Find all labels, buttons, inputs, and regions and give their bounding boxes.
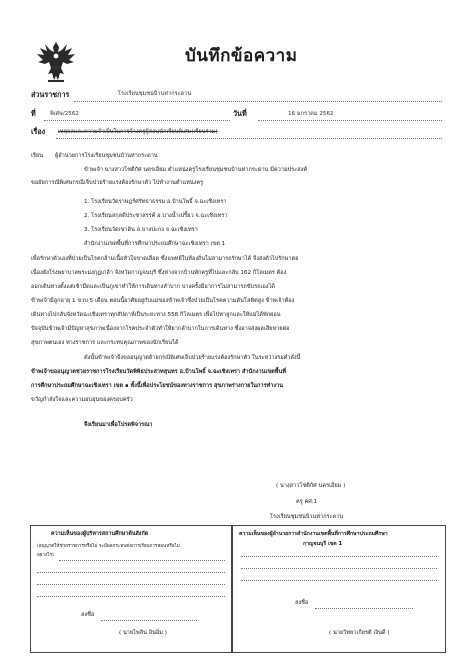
principal-name: ( นายไพลิน อินอิ่ม ) bbox=[119, 630, 167, 636]
opinion-line bbox=[37, 596, 225, 597]
signature-position: ครู คศ.1 bbox=[296, 499, 318, 505]
opinion-line bbox=[37, 584, 225, 585]
paragraph-2-line-6: ปัจจุบันข้าพเจ้ามีปัญหาสุขภาพเนื่องจากโรคประจำตัวทำให้ยากลำบากในการเดินทาง ซึ่งอาจส่งผลเสียหายต่อ bbox=[31, 326, 290, 332]
principal-sign-label: ลงชื่อ bbox=[81, 612, 95, 618]
paragraph-2-line-4: ข้าพเจ้ามีลูกอายุ 1 ขวบ 5 เดือน ตอนนี้อาศัยอยู่กับแม่ของข้าพเจ้าซึ่งป่วยเป็นโรคความดันโลหิตสูง ข้าพเจ้าต้อง bbox=[31, 298, 295, 304]
agency-underline bbox=[74, 101, 442, 102]
paragraph-3-line-3: การศึกษาประถมศึกษาฉะเชิงเทรา เขต ๑ ทั้งนี้เพื่อประโยชน์ของทางราชการ สุขภาพร่างกายในการทำงาน bbox=[31, 383, 284, 389]
salutation-to: ผู้อำนวยการโรงเรียนชุมชนบ้านท่ากระดาน bbox=[55, 153, 158, 159]
opinion-line bbox=[241, 580, 437, 581]
director-opinion-box bbox=[232, 525, 446, 653]
subject-label: เรื่อง bbox=[31, 127, 46, 136]
paragraph-2-line-2: เนื่องยังโรงพยาบาลพระมงกุฏเกล้า จังหวัดกาญจนบุรี ซึ่งห่างจากบ้านพักครูที่ไปและกลับ 162 กิโลเมตร ต้อง bbox=[31, 270, 287, 276]
list-item-1: 1. โรงเรียนวัดราษฎร์ศรัทธาธรรม อ.บ้านโพธิ์ จ.ฉะเชิงเทรา bbox=[84, 199, 227, 205]
closing-line: จึงเรียนมาเพื่อโปรดพิจารณา bbox=[84, 422, 153, 428]
paragraph-3-line-2: ข้าพเจ้าขออนุญาตช่วยราชการโรงเรียนวัดพิพิธประสาทสุนทร อ.บ้านโพธิ์ จ.ฉะเชิงเทรา สำนักงานเขตพื้นที่ bbox=[31, 369, 287, 375]
paragraph-2-line-1: เพื่อรักษาตัวเองที่ป่วยเป็นโรคกล้ามเนื้อหัวใจขาดเลือด ซึ่งแพทย์ในท้องถิ่นไม่สามารถรักษาได้ จึงส่งตัวไปรักษาต่อ bbox=[31, 256, 299, 262]
director-sign-label: ลงชื่อ bbox=[295, 600, 309, 606]
director-name: ( นายวิทยาเกียรติ เงินดี ) bbox=[329, 630, 390, 636]
opinion-line bbox=[241, 568, 437, 569]
paragraph-3-line-4: ขวัญกำลังใจและความอบอุ่นของครอบครัว bbox=[31, 397, 133, 403]
ref-label: ที่ bbox=[31, 109, 36, 118]
date-value: 16 มกราคม 2562 bbox=[288, 111, 334, 117]
director-opinion-title-2: กาญจนบุรี เขต 1 bbox=[303, 541, 343, 547]
director-sign-line bbox=[315, 608, 413, 609]
opinion-line bbox=[37, 572, 225, 573]
signature-name: ( นางสาวโชติกัศ นครเอียม ) bbox=[276, 483, 346, 489]
paragraph-1-line-2: ขออัยการณีพิเศษกรณีเจ็บป่วยร้ายแรงต้องรักษาตัว ไปทำงานตำแหน่งครู bbox=[31, 180, 204, 186]
opinion-line bbox=[59, 560, 225, 561]
office-line: สำนักงานเขตพื้นที่การศึกษาประถมศึกษาฉะเชิงเทรา เขต 1 bbox=[84, 241, 226, 247]
signature-school: โรงเรียนชุมชนบ้านท่ากระดาน bbox=[270, 514, 344, 520]
principal-opinion-box bbox=[30, 525, 232, 653]
opinion-line bbox=[241, 556, 437, 557]
principal-opinion-subtitle-2: อย่างไร) bbox=[37, 553, 54, 558]
subject-value: เหตุผลและความจำเป็นในการจ้างครูผู้สอนนักเรียนพิเศษ(เรียนร่วม) bbox=[58, 129, 218, 135]
garuda-emblem-icon bbox=[34, 38, 78, 84]
date-underline bbox=[258, 120, 442, 121]
paragraph-1-line-1: ข้าพเจ้า นางสาวโชติกัศ นครเอียม ตำแหน่งครูโรงเรียนชุมชนบ้านท่ากระดาน มีความประสงค์ bbox=[84, 167, 308, 173]
agency-label: ส่วนราชการ bbox=[31, 90, 70, 99]
ref-value: พิเศษ/2562 bbox=[50, 111, 79, 117]
paragraph-2-line-5: เดินทางไปกลับจังหวัดฉะเชิงเทราทุกสัปดาห์เป็นระยะทาง 558 กิโลเมตร เพื่อไปหาลูกและให้แม่ได้พักผ่อน bbox=[31, 312, 281, 318]
salutation: เรียน bbox=[31, 153, 44, 159]
date-label: วันที่ bbox=[233, 109, 247, 118]
ref-underline bbox=[44, 120, 230, 121]
director-opinion-title: ความเห็นของผู้อำนวยการสำนักงานเขตพื้นที่การศึกษาประถมศึกษา bbox=[239, 531, 388, 537]
subject-underline bbox=[56, 138, 442, 139]
principal-sign-line bbox=[101, 620, 197, 621]
paragraph-2-line-7: สุขภาพตนเอง ทางราชการ และกระทบคุณภาพของนักเรียนได้ bbox=[31, 340, 179, 346]
paragraph-2-line-3: ออกเดินทางตั้งแต่เช้ามืดและเป็นภูเขาทำให้การเดินทางลำบาก บางครั้งมีอาการไม่สามารถขับรถเองได้ bbox=[31, 284, 275, 290]
paragraph-3-line-1: ดังนั้นข้าพเจ้าจึงขออนุญาตย้ายกรณีพิเศษเจ็บป่วยร้ายแรงต้องรักษาตัว ในระหว่างรอคำสั่งนี้ bbox=[84, 355, 301, 361]
list-item-3: 3. โรงเรียนวัดเขาดิน อ.บางปะกง จ.ฉะเชิงเทรา bbox=[84, 227, 198, 233]
principal-opinion-title: ความเห็นของผู้บริหารสถานศึกษาต้นสังกัด bbox=[51, 531, 149, 537]
list-item-2: 2. โรงเรียนสกุลดีประชาสรรค์ อ.บางน้ำเปรี้ยว จ.ฉะเชิงเทรา bbox=[84, 213, 228, 219]
memo-title: บันทึกข้อความ bbox=[185, 46, 298, 66]
agency-value: โรงเรียนชุมชนบ้านท่ากระดาน bbox=[118, 91, 192, 97]
principal-opinion-subtitle: (อนุญาตให้ช่วยราชการหรือไม่ จะมีผลกระทบต่อการเรียนการสอนหรือไม่ bbox=[37, 544, 180, 549]
